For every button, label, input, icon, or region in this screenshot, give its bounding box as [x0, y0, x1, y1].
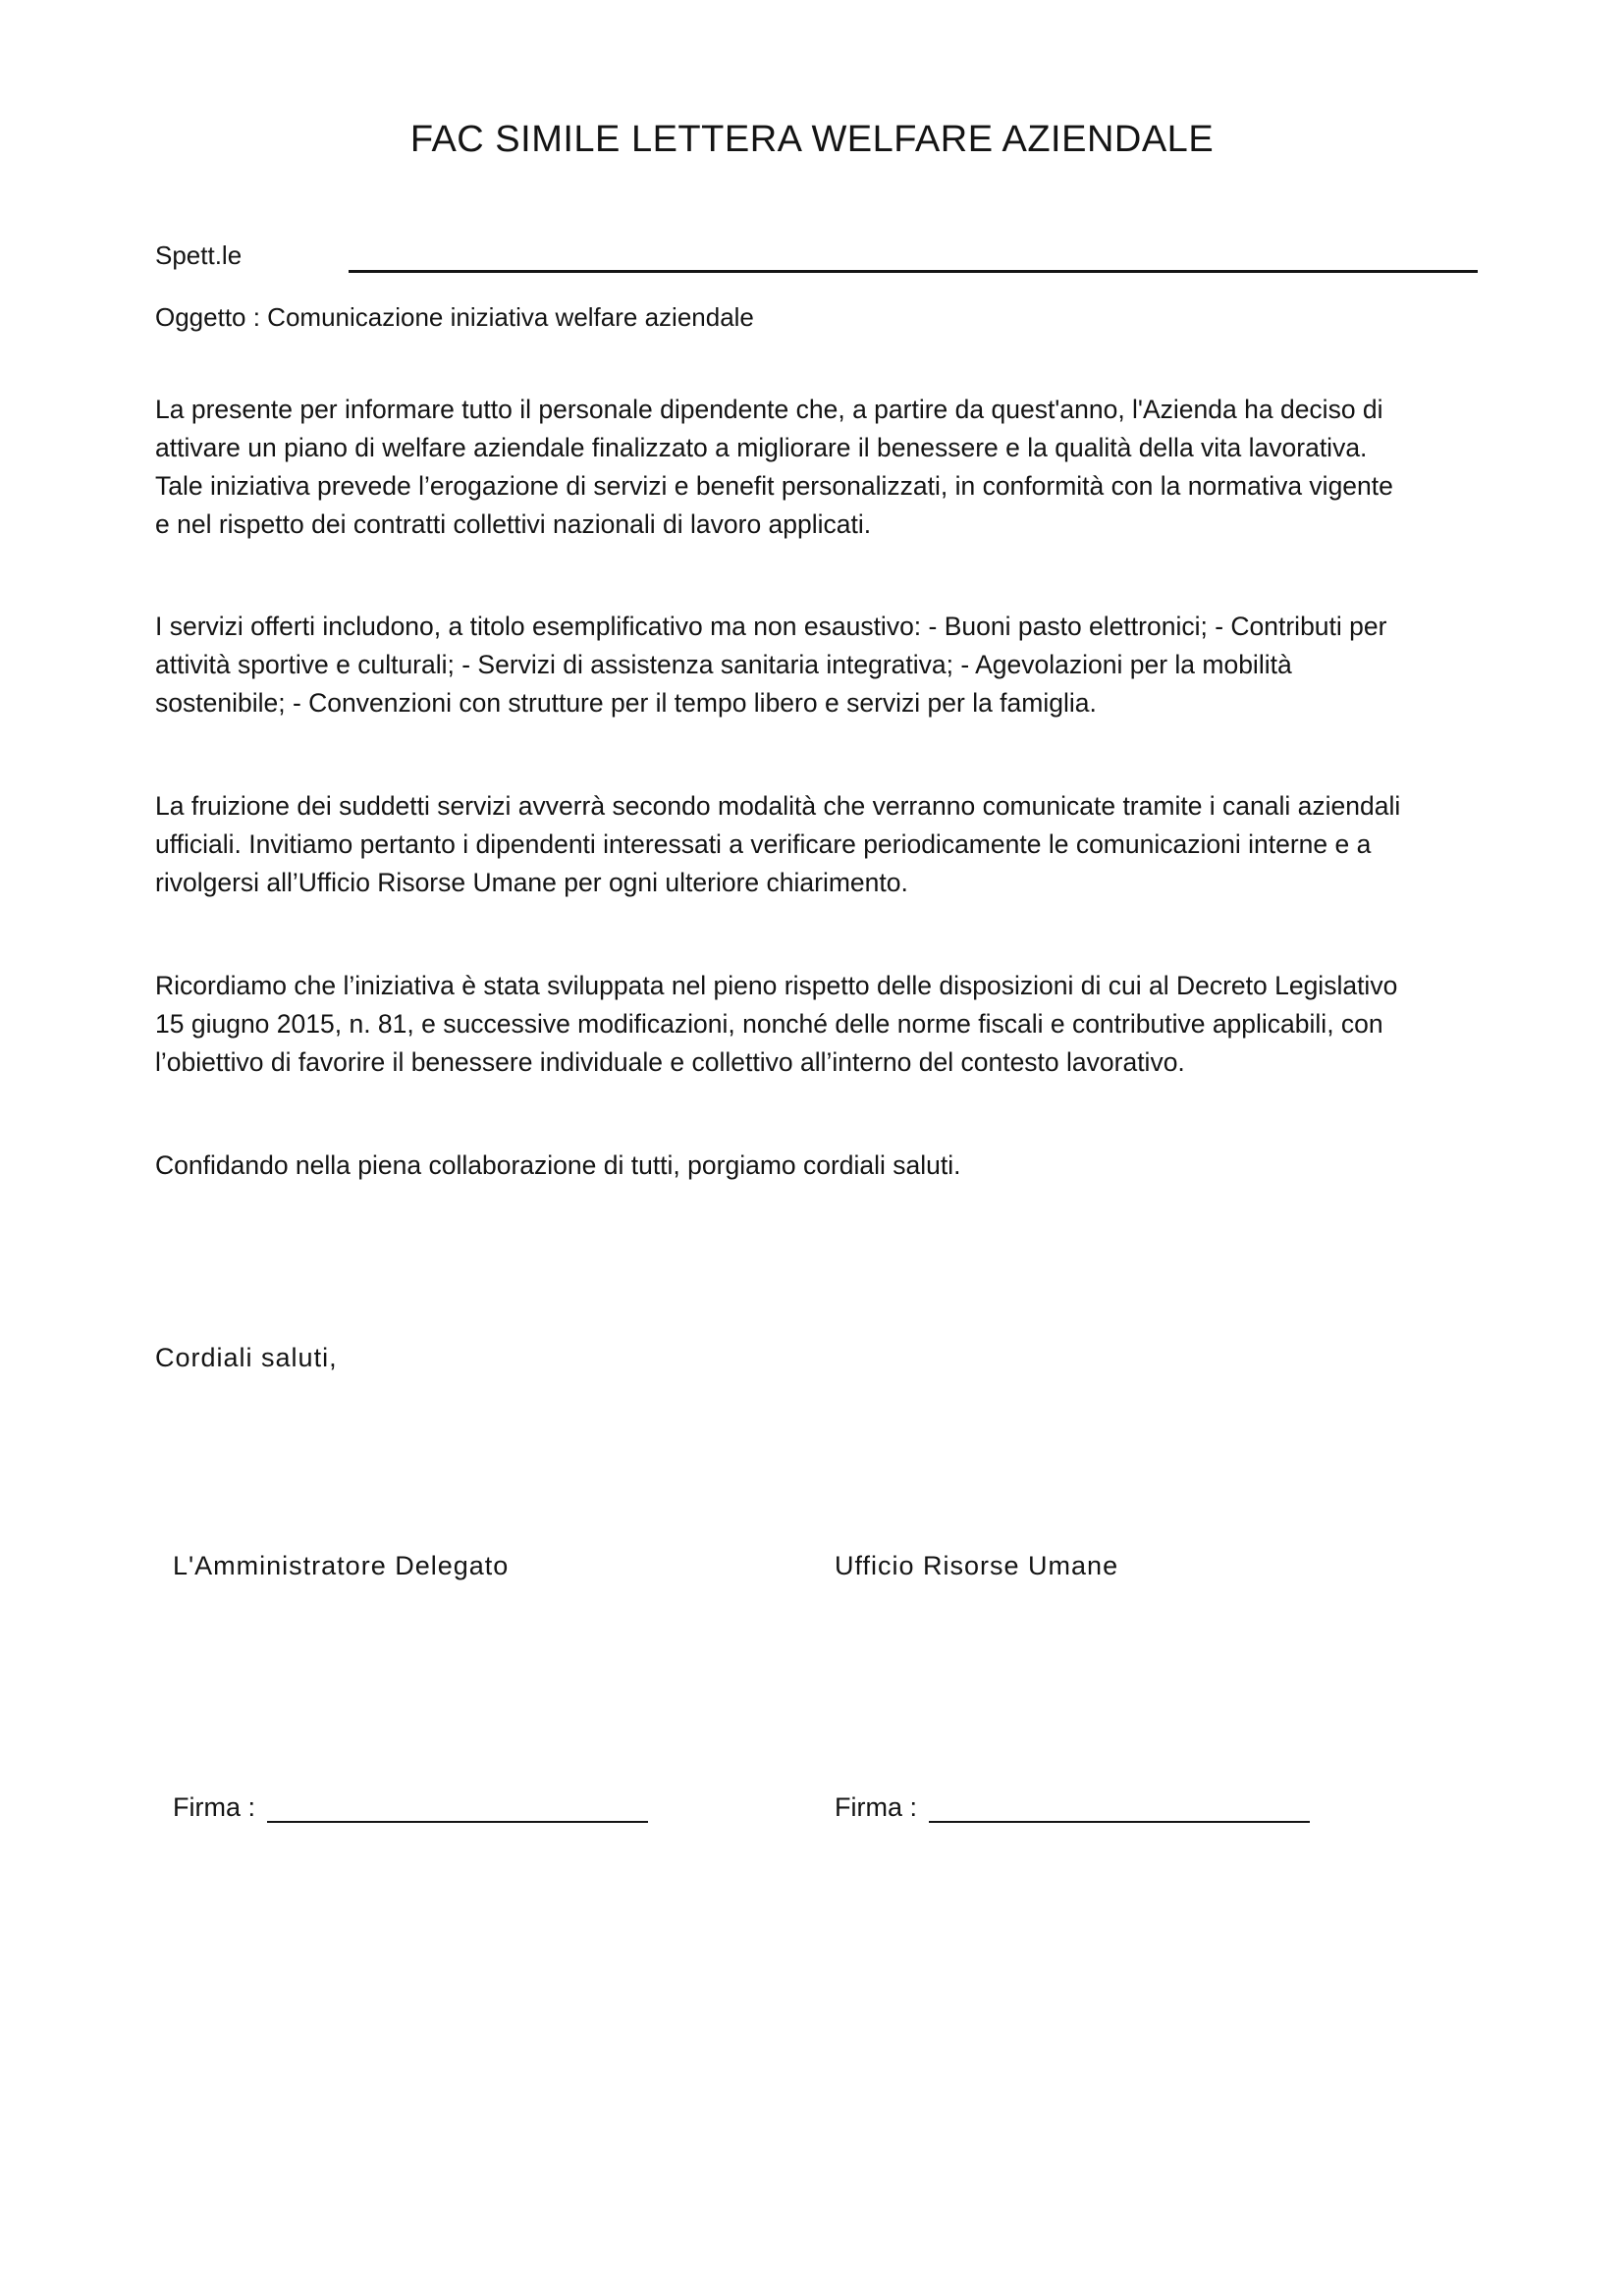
signature-label-right: Firma : — [835, 1792, 917, 1822]
paragraph-line: sostenibile; - Convenzioni con strutture per il tempo libero e servizi per la famiglia. — [155, 688, 1097, 718]
paragraph-line: rivolgersi all’Ufficio Risorse Umane per ogni ulteriore chiarimento. — [155, 868, 908, 897]
paragraph-line: Ricordiamo che l’iniziativa è stata sviluppata nel pieno rispetto delle disposizioni di cui al Decreto Legislativo — [155, 971, 1398, 1000]
signature-blank-line-right — [929, 1821, 1310, 1823]
paragraph-line: e nel rispetto dei contratti collettivi nazionali di lavoro applicati. — [155, 509, 872, 539]
document-title: FAC SIMILE LETTERA WELFARE AZIENDALE — [409, 119, 1215, 160]
subject-line: Oggetto : Comunicazione iniziativa welfare aziendale — [155, 302, 754, 332]
paragraph-intro — [155, 391, 1490, 544]
recipient-label: Spett.le — [155, 240, 243, 270]
paragraph-line: attivare un piano di welfare aziendale finalizzato a migliorare il benessere e la qualità della vita lavorativa. — [155, 433, 1368, 462]
paragraph-fruition — [155, 787, 1490, 902]
paragraph-line: ufficiali. Invitiamo pertanto i dipendenti interessati a verificare periodicamente le comunicazioni interne e a — [155, 829, 1372, 859]
signature-blank-line-left — [267, 1821, 648, 1823]
paragraph-line: Tale iniziativa prevede l’erogazione di servizi e benefit personalizzati, in conformità con la normativa vigente — [155, 471, 1393, 501]
paragraph-line: La fruizione dei suddetti servizi avverrà secondo modalità che verranno comunicate tramite i canali aziendali — [155, 791, 1401, 821]
paragraph-line: l’obiettivo di favorire il benessere individuale e collettivo all’interno del contesto lavorativo. — [155, 1047, 1185, 1077]
paragraph-line: 15 giugno 2015, n. 81, e successive modificazioni, nonché delle norme fiscali e contributive applicabili, con — [155, 1009, 1383, 1039]
signature-label-left: Firma : — [173, 1792, 255, 1822]
paragraph-line: La presente per informare tutto il personale dipendente che, a partire da quest'anno, l'Azienda ha deciso di — [155, 395, 1383, 424]
paragraph-line: I servizi offerti includono, a titolo esemplificativo ma non esaustivo: - Buoni pasto elettronici; - Contributi per — [155, 612, 1387, 641]
signature-role-hr: Ufficio Risorse Umane — [835, 1551, 1119, 1580]
paragraph-services — [155, 608, 1490, 722]
signature-role-ceo: L'Amministratore Delegato — [173, 1551, 510, 1580]
paragraph-confiding — [155, 1147, 1490, 1185]
paragraph-legal — [155, 967, 1490, 1082]
paragraph-line: attività sportive e culturali; - Servizi di assistenza sanitaria integrativa; - Agevolazioni per la mobilità — [155, 650, 1292, 679]
recipient-blank-line — [349, 270, 1478, 273]
closing-salutation: Cordiali saluti, — [155, 1343, 338, 1372]
paragraph-line: Confidando nella piena collaborazione di tutti, porgiamo cordiali saluti. — [155, 1150, 961, 1180]
